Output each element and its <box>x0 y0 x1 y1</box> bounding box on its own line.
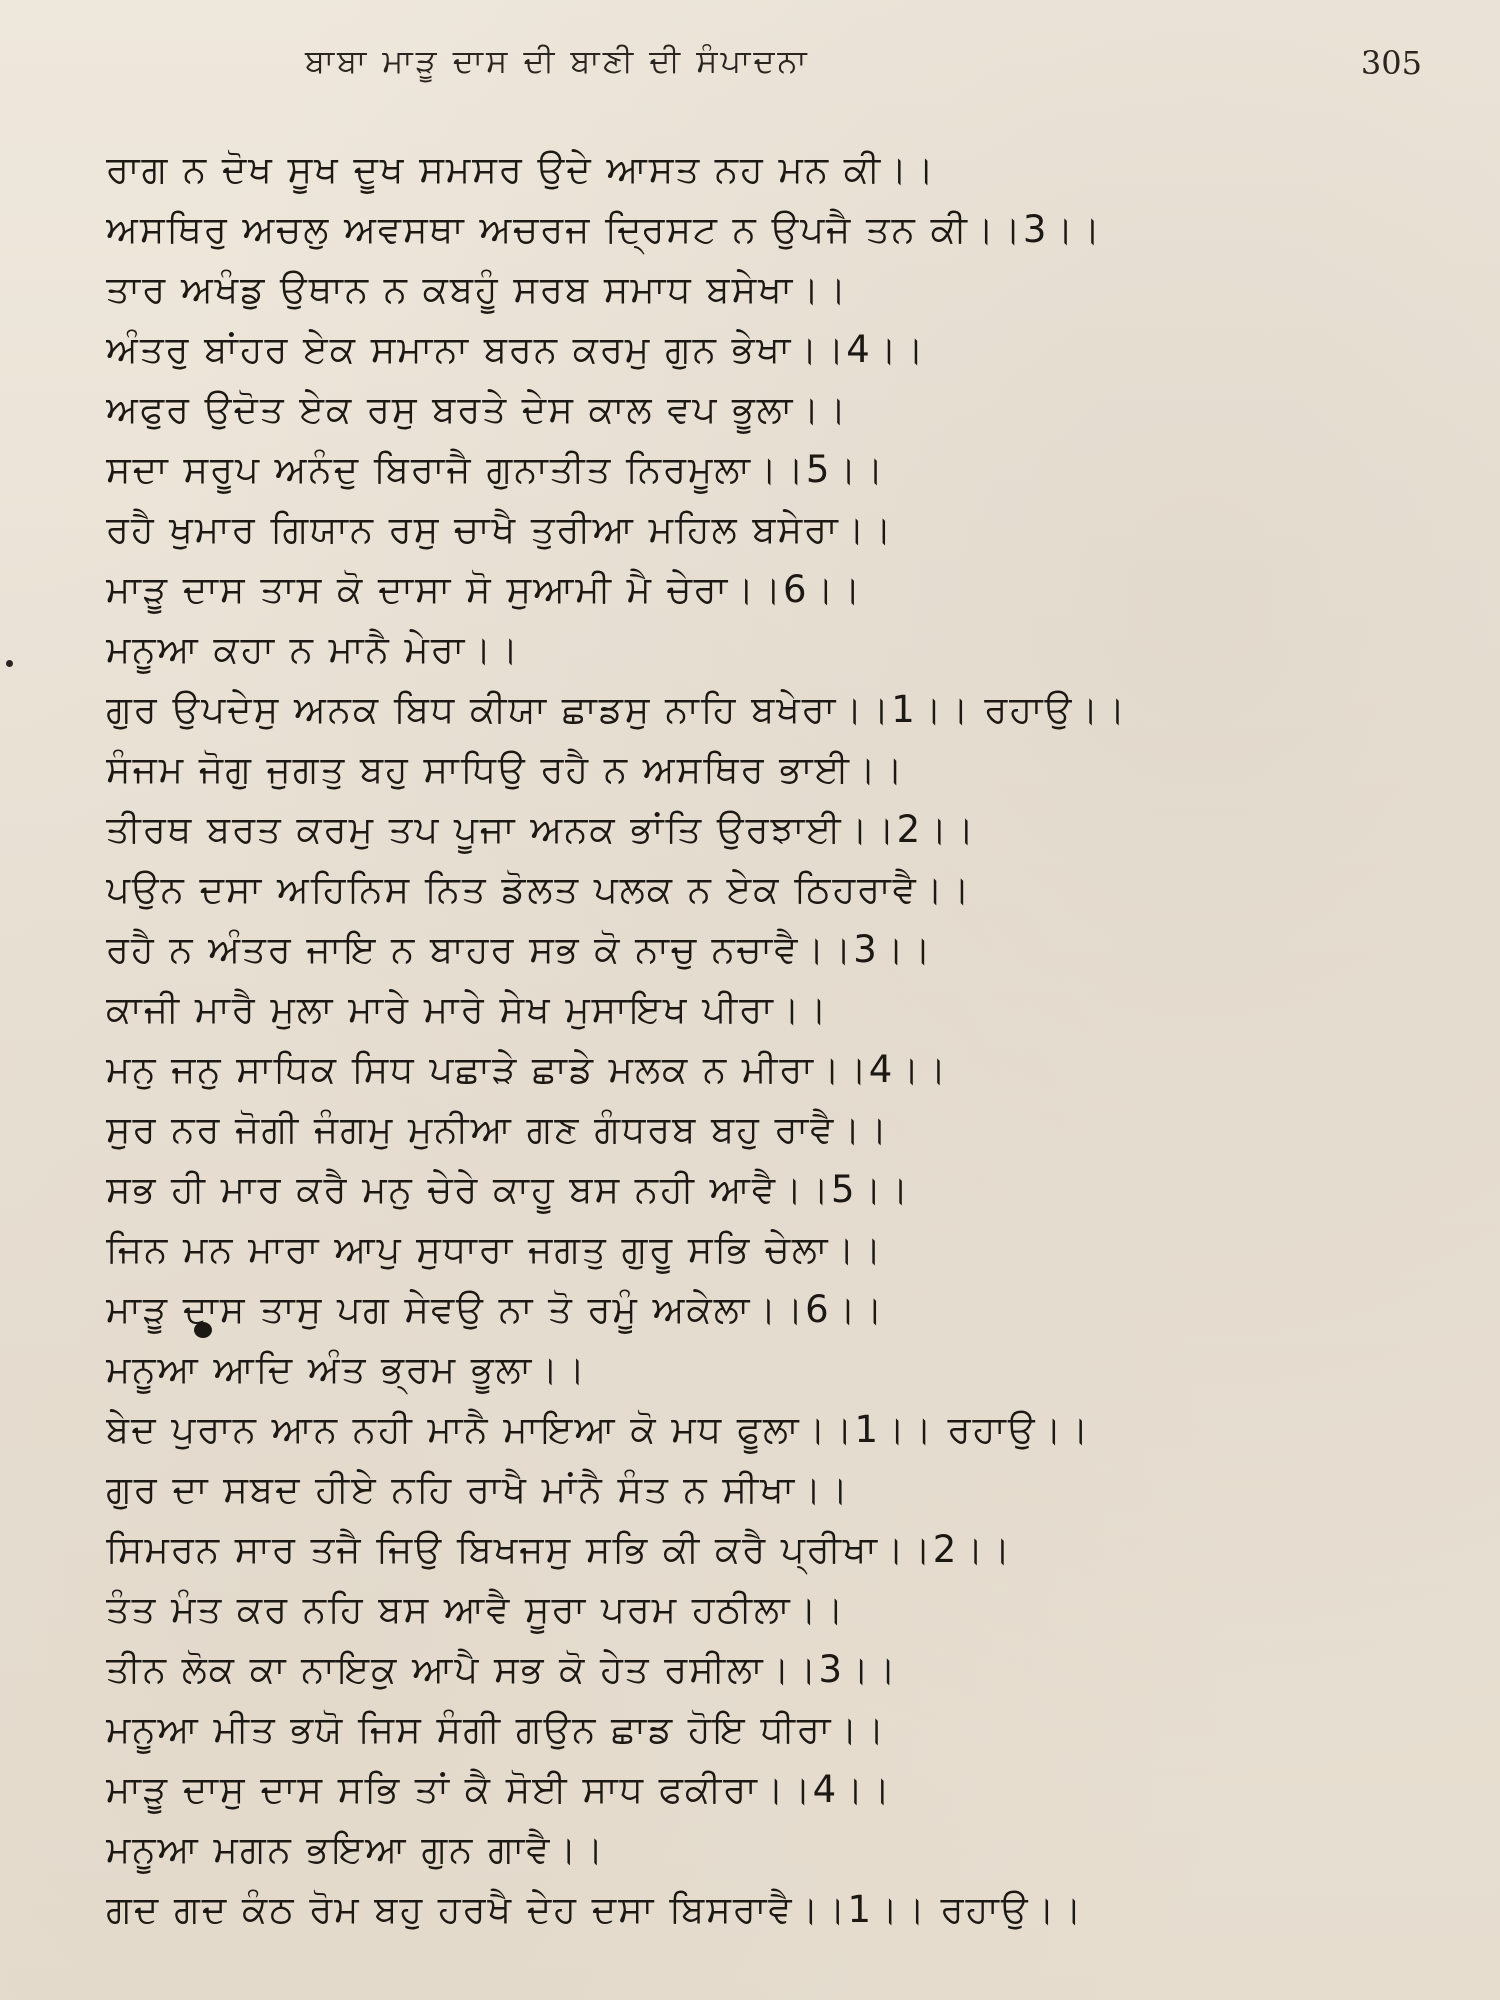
verse-line: ਕਾਜੀ ਮਾਰੈ ਮੁਲਾ ਮਾਰੇ ਮਾਰੇ ਸੇਖ ਮੁਸਾਇਖ ਪੀਰਾ।। <box>106 988 829 1031</box>
verse-line: ਮਨੂਆ ਮਗਨ ਭਇਆ ਗੁਨ ਗਾਵੈ।। <box>106 1828 606 1871</box>
verse-line: ਪਉਨ ਦਸਾ ਅਹਿਨਿਸ ਨਿਤ ਡੋਲਤ ਪਲਕ ਨ ਏਕ ਠਿਹਰਾਵੈ।। <box>106 868 972 911</box>
page-number: 305 <box>1360 44 1422 82</box>
verse-line: ਮਨੁ ਜਨੁ ਸਾਧਿਕ ਸਿਧ ਪਛਾੜੇ ਛਾਡੇ ਮਲਕ ਨ ਮੀਰਾ।।4।। <box>106 1048 949 1091</box>
verse-line: ਗੁਰ ਉਪਦੇਸੁ ਅਨਕ ਬਿਧ ਕੀਯਾ ਛਾਡਸੁ ਨਾਹਿ ਬਖੇਰਾ।।1।। ਰਹਾਉ।। <box>106 688 1128 731</box>
verse-line: ਅਸਥਿਰੁ ਅਚਲੁ ਅਵਸਥਾ ਅਚਰਜ ਦ੍ਰਿਸਟ ਨ ਉਪਜੈ ਤਨ ਕੀ।।3।। <box>106 208 1103 251</box>
verse-line: ਸੁਰ ਨਰ ਜੋਗੀ ਜੰਗਮੁ ਮੁਨੀਆ ਗਣ ਗੰਧਰਬ ਬਹੁ ਰਾਵੈ।। <box>106 1108 890 1151</box>
verse-line: ਸਦਾ ਸਰੂਪ ਅਨੰਦੁ ਬਿਰਾਜੈ ਗੁਨਾਤੀਤ ਨਿਰਮੂਲਾ।।5।। <box>106 448 886 491</box>
verse-line: ਅੰਤਰੁ ਬਾਂਹਰ ਏਕ ਸਮਾਨਾ ਬਰਨ ਕਰਮੁ ਗੁਨ ਭੇਖਾ।।4।। <box>106 328 926 371</box>
verse-line: ਮਾੜੂ ਦਾਸ ਤਾਸੁ ਪਗ ਸੇਵਉ ਨਾ ਤੋ ਰਮੂੰ ਅਕੇਲਾ।।6।। <box>106 1288 885 1331</box>
stray-ink-dot <box>6 660 13 667</box>
verse-line: ਰਹੈ ਖੁਮਾਰ ਗਿਯਾਨ ਰਸੁ ਚਾਖੈ ਤੁਰੀਆ ਮਹਿਲ ਬਸੇਰਾ।। <box>106 508 894 551</box>
verse-line: ਤੀਨ ਲੋਕ ਕਾ ਨਾਇਕੁ ਆਪੈ ਸਭ ਕੋ ਹੇਤ ਰਸੀਲਾ।।3।। <box>106 1648 898 1691</box>
verse-line: ਤੰਤ ਮੰਤ ਕਰ ਨਹਿ ਬਸ ਆਵੈ ਸੂਰਾ ਪਰਮ ਹਠੀਲਾ।। <box>106 1588 846 1631</box>
verse-line: ਸਭ ਹੀ ਮਾਰ ਕਰੈ ਮਨੁ ਚੇਰੇ ਕਾਹੂ ਬਸ ਨਹੀ ਆਵੈ।।5।। <box>106 1168 911 1211</box>
verse-line: ਗੁਰ ਦਾ ਸਬਦ ਹੀਏ ਨਹਿ ਰਾਖੈ ਮਾਂਨੈ ਸੰਤ ਨ ਸੀਖਾ।। <box>106 1468 851 1511</box>
verse-line: ਅਫੁਰ ਉਦੋਤ ਏਕ ਰਸੁ ਬਰਤੇ ਦੇਸ ਕਾਲ ਵਪ ਭੂਲਾ।। <box>106 388 849 431</box>
verse-line: ਸਿਮਰਨ ਸਾਰ ਤਜੈ ਜਿਉ ਬਿਖਜਸੁ ਸਭਿ ਕੀ ਕਰੈ ਪ੍ਰੀਖਾ।।2।। <box>106 1528 1013 1571</box>
verse-line: ਮਨੂਆ ਕਹਾ ਨ ਮਾਨੈ ਮੇਰਾ।। <box>106 628 521 671</box>
verse-line: ਮਨੂਆ ਮੀਤ ਭਯੋ ਜਿਸ ਸੰਗੀ ਗਉਨ ਛਾਡ ਹੋਇ ਧੀਰਾ।। <box>106 1708 887 1751</box>
verse-line: ਮਨੂਆ ਆਦਿ ਅੰਤ ਭ੍ਰਮ ਭੂਲਾ।। <box>106 1348 588 1391</box>
verse-line: ਤੀਰਥ ਬਰਤ ਕਰਮੁ ਤਪ ਪੂਜਾ ਅਨਕ ਭਾਂਤਿ ਉਰਝਾਈ।।2।। <box>106 808 977 851</box>
verse-line: ਗਦ ਗਦ ਕੰਠ ਰੋਮ ਬਹੁ ਹਰਖੈ ਦੇਹ ਦਸਾ ਬਿਸਰਾਵੈ।।1।। ਰਹਾਉ।। <box>106 1888 1084 1931</box>
verse-line: ਮਾੜੂ ਦਾਸੁ ਦਾਸ ਸਭਿ ਤਾਂ ਕੈ ਸੋਈ ਸਾਧ ਫਕੀਰਾ।।4।। <box>106 1768 893 1811</box>
verse-text <box>106 140 1446 1940</box>
verse-line: ਰਾਗ ਨ ਦੋਖ ਸੂਖ ਦੂਖ ਸਮਸਰ ਉਦੇ ਆਸਤ ਨਹ ਮਨ ਕੀ।। <box>106 148 936 191</box>
verse-line: ਬੇਦ ਪੁਰਾਨ ਆਨ ਨਹੀ ਮਾਨੈ ਮਾਇਆ ਕੋ ਮਧ ਫੂਲਾ।।1।। ਰਹਾਉ।। <box>106 1408 1091 1451</box>
verse-line: ਜਿਨ ਮਨ ਮਾਰਾ ਆਪੁ ਸੁਧਾਰਾ ਜਗਤੁ ਗੁਰੂ ਸਭਿ ਚੇਲਾ।। <box>106 1228 884 1271</box>
verse-line: ਮਾੜੂ ਦਾਸ ਤਾਸ ਕੋ ਦਾਸਾ ਸੋ ਸੁਆਮੀ ਮੈ ਚੇਰਾ।।6।। <box>106 568 863 611</box>
running-header: ਬਾਬਾ ਮਾੜੂ ਦਾਸ ਦੀ ਬਾਣੀ ਦੀ ਸੰਪਾਦਨਾ <box>305 42 810 80</box>
verse-line: ਰਹੈ ਨ ਅੰਤਰ ਜਾਇ ਨ ਬਾਹਰ ਸਭ ਕੋ ਨਾਚੁ ਨਚਾਵੈ।।3।। <box>106 928 933 971</box>
verse-line: ਤਾਰ ਅਖੰਡੁ ਉਥਾਨ ਨ ਕਬਹੂੰ ਸਰਬ ਸਮਾਧ ਬਸੇਖਾ।। <box>106 268 849 311</box>
verse-line: ਸੰਜਮ ਜੋਗੁ ਜੁਗਤੁ ਬਹੁ ਸਾਧਿਉ ਰਹੈ ਨ ਅਸਥਿਰ ਭਾਈ।। <box>106 748 905 791</box>
